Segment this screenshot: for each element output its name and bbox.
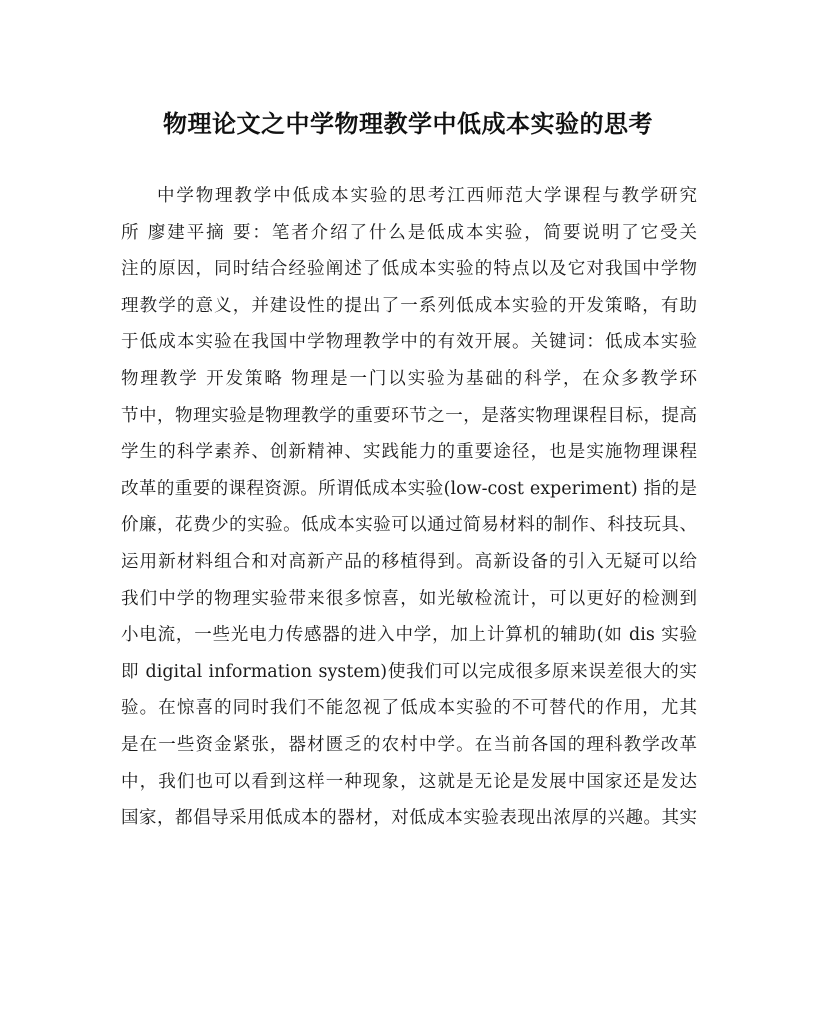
body-line: 理教学的意义，并建设性的提出了一系列低成本实验的开发策略，有助	[121, 295, 697, 316]
body-line: 是在一些资金紧张，器材匮乏的农村中学。在当前各国的理科教学改革	[121, 734, 697, 755]
body-line: 改革的重要的课程资源。所谓低成本实验(low-cost experiment) 指的是	[121, 478, 697, 499]
body-line: 小电流，一些光电力传感器的进入中学，加上计算机的辅助(如 dis 实验	[121, 625, 697, 646]
body-line: 价廉，花费少的实验。低成本实验可以通过简易材料的制作、科技玩具、	[121, 515, 697, 536]
body-line: 验。在惊喜的同时我们不能忽视了低成本实验的不可替代的作用，尤其	[121, 698, 697, 719]
body-line: 运用新材料组合和对高新产品的移植得到。高新设备的引入无疑可以给	[121, 551, 697, 572]
body-line: 我们中学的物理实验带来很多惊喜，如光敏检流计，可以更好的检测到	[121, 588, 697, 609]
body-line: 中，我们也可以看到这样一种现象，这就是无论是发展中国家还是发达	[121, 771, 697, 792]
body-line: 注的原因，同时结合经验阐述了低成本实验的特点以及它对我国中学物	[121, 259, 697, 280]
body-line: 物理教学 开发策略 物理是一门以实验为基础的科学，在众多教学环	[121, 368, 697, 389]
body-line: 节中，物理实验是物理教学的重要环节之一，是落实物理课程目标，提高	[121, 405, 697, 426]
document-title: 物理论文之中学物理教学中低成本实验的思考	[163, 109, 653, 138]
body-line: 国家，都倡导采用低成本的器材，对低成本实验表现出浓厚的兴趣。其实	[121, 808, 697, 829]
body-line: 于低成本实验在我国中学物理教学中的有效开展。关键词：低成本实验	[121, 332, 697, 353]
document-body	[121, 178, 697, 837]
body-line: 所 廖建平摘 要：笔者介绍了什么是低成本实验，简要说明了它受关	[121, 222, 697, 243]
body-line: 学生的科学素养、创新精神、实践能力的重要途径，也是实施物理课程	[121, 442, 697, 463]
body-line: 中学物理教学中低成本实验的思考江西师范大学课程与教学研究	[157, 186, 697, 206]
body-line: 即 digital information system)使我们可以完成很多原来误差很大的实	[121, 661, 697, 682]
